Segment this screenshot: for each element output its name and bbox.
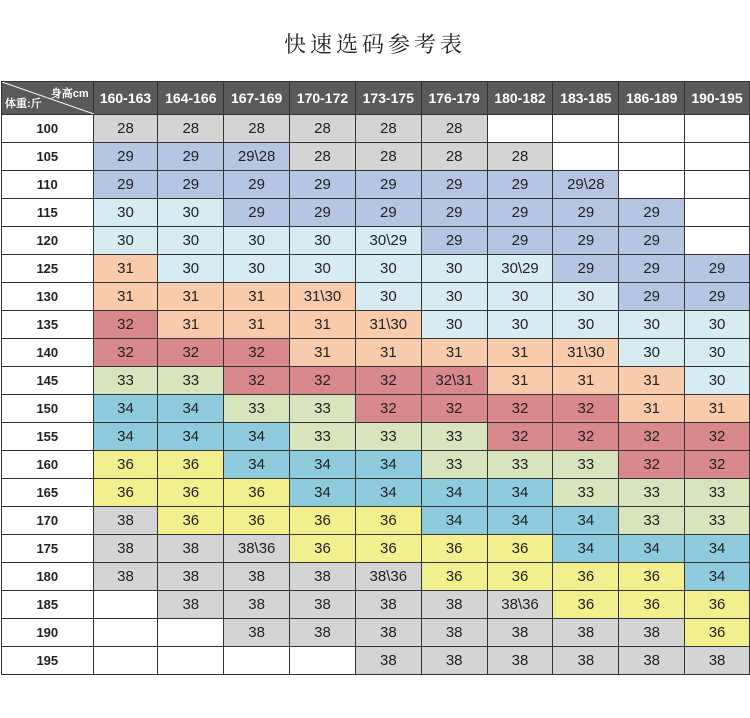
size-cell: 34: [553, 507, 619, 535]
height-header: 160-163: [93, 82, 158, 115]
size-cell: 29: [553, 255, 619, 283]
size-cell: 29: [685, 255, 750, 283]
size-cell: 29: [355, 199, 421, 227]
table-row: [2, 199, 750, 227]
size-cell: 31: [93, 255, 158, 283]
height-header: 173-175: [355, 82, 421, 115]
size-cell: 34: [553, 535, 619, 563]
size-cell: 36: [553, 563, 619, 591]
size-cell: 31: [487, 367, 553, 395]
table-row: [2, 479, 750, 507]
size-cell: 28: [421, 143, 487, 171]
size-cell: 36: [421, 563, 487, 591]
weight-header: 105: [2, 143, 94, 171]
size-cell: 38: [421, 647, 487, 675]
empty-cell: [224, 647, 290, 675]
table-row: [2, 619, 750, 647]
size-cell: 38: [224, 619, 290, 647]
size-cell: 30: [553, 283, 619, 311]
table-row: [2, 255, 750, 283]
weight-header: 115: [2, 199, 94, 227]
size-cell: 30: [619, 311, 685, 339]
height-axis-label: 身高cm: [50, 88, 89, 100]
size-cell: 32: [355, 395, 421, 423]
size-cell: 38\36: [487, 591, 553, 619]
size-cell: 31: [290, 339, 356, 367]
size-cell: 36: [158, 507, 224, 535]
size-cell: 32: [619, 423, 685, 451]
size-cell: 32: [685, 423, 750, 451]
size-cell: 33: [93, 367, 158, 395]
empty-cell: [685, 143, 750, 171]
table-row: [2, 339, 750, 367]
size-cell: 38: [158, 535, 224, 563]
weight-header: 100: [2, 115, 94, 143]
size-cell: 34: [421, 507, 487, 535]
size-cell: 38: [93, 563, 158, 591]
size-cell: 28: [355, 143, 421, 171]
height-header: 167-169: [224, 82, 290, 115]
size-cell: 38: [93, 535, 158, 563]
size-cell: 30: [290, 227, 356, 255]
header-row: [2, 82, 750, 115]
size-cell: 36: [355, 507, 421, 535]
size-cell: 36: [290, 535, 356, 563]
size-cell: 33: [619, 479, 685, 507]
size-cell: 30: [685, 311, 750, 339]
size-cell: 34: [487, 507, 553, 535]
size-cell: 28: [93, 115, 158, 143]
empty-cell: [93, 619, 158, 647]
size-cell: 28: [487, 143, 553, 171]
size-cell: 31: [93, 283, 158, 311]
weight-header: 135: [2, 311, 94, 339]
weight-header: 155: [2, 423, 94, 451]
table-row: [2, 647, 750, 675]
size-cell: 34: [355, 479, 421, 507]
size-cell: 33: [290, 395, 356, 423]
size-cell: 36: [93, 451, 158, 479]
size-cell: 30: [487, 311, 553, 339]
size-cell: 31: [685, 395, 750, 423]
size-cell: 33: [685, 479, 750, 507]
size-cell: 38: [355, 591, 421, 619]
height-header: 180-182: [487, 82, 553, 115]
size-cell: 38: [421, 619, 487, 647]
size-chart-table: [1, 81, 750, 675]
size-cell: 34: [619, 535, 685, 563]
size-cell: 28: [290, 143, 356, 171]
size-cell: 32: [487, 395, 553, 423]
weight-header: 130: [2, 283, 94, 311]
weight-header: 145: [2, 367, 94, 395]
size-cell: 36: [685, 591, 750, 619]
size-cell: 33: [224, 395, 290, 423]
size-cell: 36: [355, 535, 421, 563]
size-cell: 30\29: [355, 227, 421, 255]
empty-cell: [93, 591, 158, 619]
size-cell: 30: [158, 255, 224, 283]
size-cell: 38: [224, 591, 290, 619]
size-cell: 34: [158, 423, 224, 451]
corner-header: [2, 82, 94, 115]
size-cell: 38: [553, 647, 619, 675]
size-cell: 33: [355, 423, 421, 451]
size-cell: 29: [355, 171, 421, 199]
size-cell: 30: [224, 227, 290, 255]
size-cell: 33: [421, 423, 487, 451]
size-cell: 38: [224, 563, 290, 591]
size-cell: 29: [553, 199, 619, 227]
size-cell: 33: [290, 423, 356, 451]
size-cell: 34: [224, 451, 290, 479]
size-cell: 29: [487, 227, 553, 255]
size-cell: 28: [158, 115, 224, 143]
size-cell: 33: [553, 479, 619, 507]
size-cell: 32: [553, 423, 619, 451]
size-cell: 31\30: [290, 283, 356, 311]
weight-header: 110: [2, 171, 94, 199]
size-cell: 38\36: [224, 535, 290, 563]
size-cell: 31: [619, 395, 685, 423]
size-cell: 30: [619, 339, 685, 367]
size-cell: 32\31: [421, 367, 487, 395]
size-cell: 30: [224, 255, 290, 283]
size-cell: 38: [158, 591, 224, 619]
size-cell: 36: [224, 479, 290, 507]
size-cell: 31: [290, 311, 356, 339]
size-cell: 38: [93, 507, 158, 535]
size-cell: 29: [487, 199, 553, 227]
size-cell: 29\28: [553, 171, 619, 199]
empty-cell: [619, 143, 685, 171]
weight-header: 195: [2, 647, 94, 675]
size-cell: 31: [421, 339, 487, 367]
size-cell: 31\30: [355, 311, 421, 339]
size-cell: 32: [619, 451, 685, 479]
size-cell: 31: [158, 311, 224, 339]
size-cell: 29: [158, 171, 224, 199]
size-cell: 32: [224, 339, 290, 367]
size-cell: 31\30: [553, 339, 619, 367]
size-cell: 31: [619, 367, 685, 395]
size-cell: 30: [355, 283, 421, 311]
size-cell: 29: [487, 171, 553, 199]
size-cell: 34: [93, 395, 158, 423]
size-cell: 30: [93, 227, 158, 255]
size-cell: 30: [355, 255, 421, 283]
size-cell: 29: [619, 255, 685, 283]
empty-cell: [619, 115, 685, 143]
empty-cell: [685, 171, 750, 199]
size-cell: 36: [487, 563, 553, 591]
weight-header: 185: [2, 591, 94, 619]
empty-cell: [685, 115, 750, 143]
height-header: 186-189: [619, 82, 685, 115]
size-cell: 29: [421, 171, 487, 199]
size-cell: 32: [685, 451, 750, 479]
size-cell: 32: [158, 339, 224, 367]
size-cell: 34: [685, 563, 750, 591]
size-cell: 29: [685, 283, 750, 311]
empty-cell: [158, 619, 224, 647]
size-cell: 30: [158, 227, 224, 255]
size-cell: 38: [685, 647, 750, 675]
table-row: [2, 283, 750, 311]
size-cell: 30: [487, 283, 553, 311]
size-cell: 36: [290, 507, 356, 535]
size-cell: 36: [158, 451, 224, 479]
size-cell: 38\36: [355, 563, 421, 591]
size-cell: 31: [224, 311, 290, 339]
size-cell: 30: [421, 255, 487, 283]
size-cell: 36: [224, 507, 290, 535]
table-row: [2, 423, 750, 451]
weight-header: 140: [2, 339, 94, 367]
empty-cell: [93, 647, 158, 675]
size-cell: 36: [619, 591, 685, 619]
size-cell: 28: [290, 115, 356, 143]
size-cell: 29: [619, 227, 685, 255]
size-cell: 38: [158, 563, 224, 591]
size-cell: 33: [421, 451, 487, 479]
table-body: [2, 115, 750, 675]
weight-header: 120: [2, 227, 94, 255]
size-cell: 32: [93, 339, 158, 367]
size-cell: 30: [421, 311, 487, 339]
height-header: 176-179: [421, 82, 487, 115]
size-cell: 38: [355, 647, 421, 675]
size-cell: 38: [355, 619, 421, 647]
size-cell: 31: [553, 367, 619, 395]
table-row: [2, 395, 750, 423]
size-cell: 38: [487, 647, 553, 675]
size-cell: 29: [158, 143, 224, 171]
size-cell: 34: [158, 395, 224, 423]
size-cell: 31: [355, 339, 421, 367]
size-cell: 30: [553, 311, 619, 339]
empty-cell: [685, 199, 750, 227]
size-cell: 38: [487, 619, 553, 647]
size-cell: 38: [290, 619, 356, 647]
size-cell: 36: [487, 535, 553, 563]
size-cell: 28: [224, 115, 290, 143]
size-cell: 29\28: [224, 143, 290, 171]
size-cell: 29: [93, 171, 158, 199]
height-header: 183-185: [553, 82, 619, 115]
weight-axis-label: 体重:斤: [5, 98, 42, 110]
size-cell: 32: [421, 395, 487, 423]
empty-cell: [619, 171, 685, 199]
size-cell: 36: [158, 479, 224, 507]
size-cell: 29: [553, 227, 619, 255]
size-cell: 36: [93, 479, 158, 507]
size-cell: 38: [553, 619, 619, 647]
empty-cell: [553, 115, 619, 143]
size-cell: 36: [421, 535, 487, 563]
table-row: [2, 367, 750, 395]
table-row: [2, 227, 750, 255]
size-cell: 31: [487, 339, 553, 367]
size-cell: 29: [619, 199, 685, 227]
size-cell: 34: [685, 535, 750, 563]
size-cell: 32: [224, 367, 290, 395]
table-row: [2, 311, 750, 339]
size-cell: 30: [421, 283, 487, 311]
size-cell: 30\29: [487, 255, 553, 283]
weight-header: 175: [2, 535, 94, 563]
table-row: [2, 563, 750, 591]
height-header: 190-195: [685, 82, 750, 115]
weight-header: 125: [2, 255, 94, 283]
size-cell: 30: [685, 339, 750, 367]
size-cell: 38: [290, 563, 356, 591]
table-row: [2, 535, 750, 563]
size-cell: 30: [290, 255, 356, 283]
size-cell: 30: [93, 199, 158, 227]
size-cell: 34: [224, 423, 290, 451]
size-cell: 29: [290, 199, 356, 227]
empty-cell: [290, 647, 356, 675]
size-cell: 29: [224, 199, 290, 227]
size-cell: 33: [685, 507, 750, 535]
size-cell: 34: [487, 479, 553, 507]
size-cell: 31: [158, 283, 224, 311]
size-cell: 32: [487, 423, 553, 451]
table-row: [2, 143, 750, 171]
weight-header: 165: [2, 479, 94, 507]
size-cell: 33: [553, 451, 619, 479]
size-cell: 33: [158, 367, 224, 395]
size-cell: 29: [290, 171, 356, 199]
table-row: [2, 451, 750, 479]
size-cell: 38: [290, 591, 356, 619]
size-cell: 29: [93, 143, 158, 171]
size-cell: 33: [619, 507, 685, 535]
size-cell: 32: [355, 367, 421, 395]
height-header: 164-166: [158, 82, 224, 115]
size-cell: 36: [619, 563, 685, 591]
size-cell: 30: [685, 367, 750, 395]
weight-header: 190: [2, 619, 94, 647]
weight-header: 170: [2, 507, 94, 535]
size-cell: 32: [290, 367, 356, 395]
empty-cell: [553, 143, 619, 171]
size-cell: 33: [487, 451, 553, 479]
size-cell: 38: [619, 647, 685, 675]
weight-header: 160: [2, 451, 94, 479]
size-cell: 29: [421, 199, 487, 227]
size-cell: 38: [619, 619, 685, 647]
size-cell: 34: [290, 479, 356, 507]
size-cell: 30: [158, 199, 224, 227]
size-cell: 32: [553, 395, 619, 423]
empty-cell: [685, 227, 750, 255]
table-row: [2, 591, 750, 619]
size-cell: 36: [685, 619, 750, 647]
table-row: [2, 115, 750, 143]
height-header: 170-172: [290, 82, 356, 115]
size-cell: 28: [421, 115, 487, 143]
size-cell: 38: [421, 591, 487, 619]
size-cell: 32: [93, 311, 158, 339]
size-cell: 29: [619, 283, 685, 311]
table-row: [2, 171, 750, 199]
size-cell: 29: [421, 227, 487, 255]
size-cell: 34: [290, 451, 356, 479]
size-cell: 31: [224, 283, 290, 311]
size-cell: 29: [224, 171, 290, 199]
table-row: [2, 507, 750, 535]
empty-cell: [158, 647, 224, 675]
page-title: 快速选码参考表: [283, 33, 466, 58]
weight-header: 150: [2, 395, 94, 423]
size-cell: 36: [553, 591, 619, 619]
empty-cell: [487, 115, 553, 143]
size-cell: 34: [93, 423, 158, 451]
weight-header: 180: [2, 563, 94, 591]
size-cell: 34: [355, 451, 421, 479]
size-cell: 28: [355, 115, 421, 143]
size-cell: 34: [421, 479, 487, 507]
